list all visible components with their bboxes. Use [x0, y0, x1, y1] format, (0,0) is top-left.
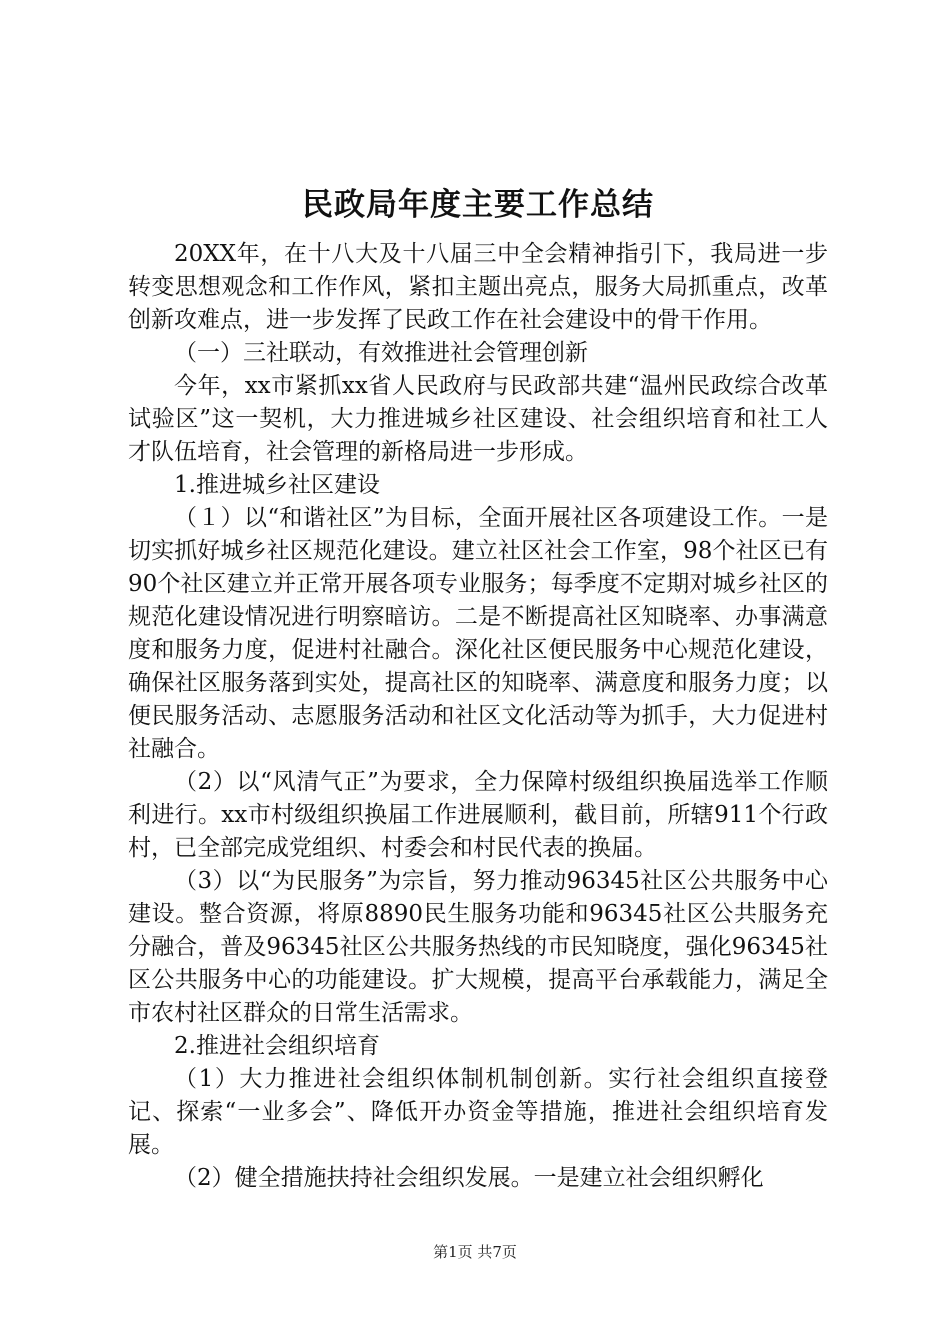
intro-paragraph: 20XX年，在十八大及十八届三中全会精神指引下，我局进一步转变思想观念和工作作风，紧扣主题出亮点，服务大局抓重点，改革创新攻难点，进一步发挥了民政工作在社会建设中的骨干作用。: [128, 241, 828, 333]
item-3-paragraph: （3）以“为民服务”为宗旨，努力推动96345社区公共服务中心建设。整合资源，将原8890民生服务功能和96345社区公共服务充分融合，普及96345社区公共服务热线的市民知晓度，强化96345社区公共服务中心的功能建设。扩大规模，提高平台承载能力，满足全市农村社区群众的日常生活需求。: [128, 868, 828, 1026]
document-body: [128, 180, 828, 1195]
section-1-intro-paragraph: 今年，xx市紧抓xx省人民政府与民政部共建“温州民政综合改革试验区”这一契机，大力推进城乡社区建设、社会组织培育和社工人才队伍培育，社会管理的新格局进一步形成。: [128, 373, 828, 465]
item-2-paragraph: （2）以“风清气正”为要求，全力保障村级组织换届选举工作顺利进行。xx市村级组织换届工作进展顺利，截目前，所辖911个行政村，已全部完成党组织、村委会和村民代表的换届。: [128, 769, 828, 861]
page-number-footer: 第1页 共7页: [433, 1243, 517, 1261]
item-5-paragraph: （2）健全措施扶持社会组织发展。一是建立社会组织孵化: [174, 1165, 764, 1191]
section-heading-1: （一）三社联动，有效推进社会管理创新: [174, 340, 588, 366]
item-4-paragraph: （1）大力推进社会组织体制机制创新。实行社会组织直接登记、探索“一业多会”、降低开办资金等措施，推进社会组织培育发展。: [128, 1066, 828, 1158]
document-title: 民政局年度主要工作总结: [302, 187, 654, 223]
subsection-heading-2: 2.推进社会组织培育: [174, 1033, 380, 1059]
subsection-heading-1: 1.推进城乡社区建设: [174, 472, 380, 498]
item-1-paragraph: （１）以“和谐社区”为目标，全面开展社区各项建设工作。一是切实抓好城乡社区规范化建设。建立社区社会工作室，98个社区已有90个社区建立并正常开展各项专业服务；每季度不定期对城乡社区的规范化建设情况进行明察暗访。二是不断提高社区知晓率、办事满意度和服务力度，促进村社融合。深化社区便民服务中心规范化建设，确保社区服务落到实处，提高社区的知晓率、满意度和服务力度；以便民服务活动、志愿服务活动和社区文化活动等为抓手，大力促进村社融合。: [128, 505, 828, 762]
